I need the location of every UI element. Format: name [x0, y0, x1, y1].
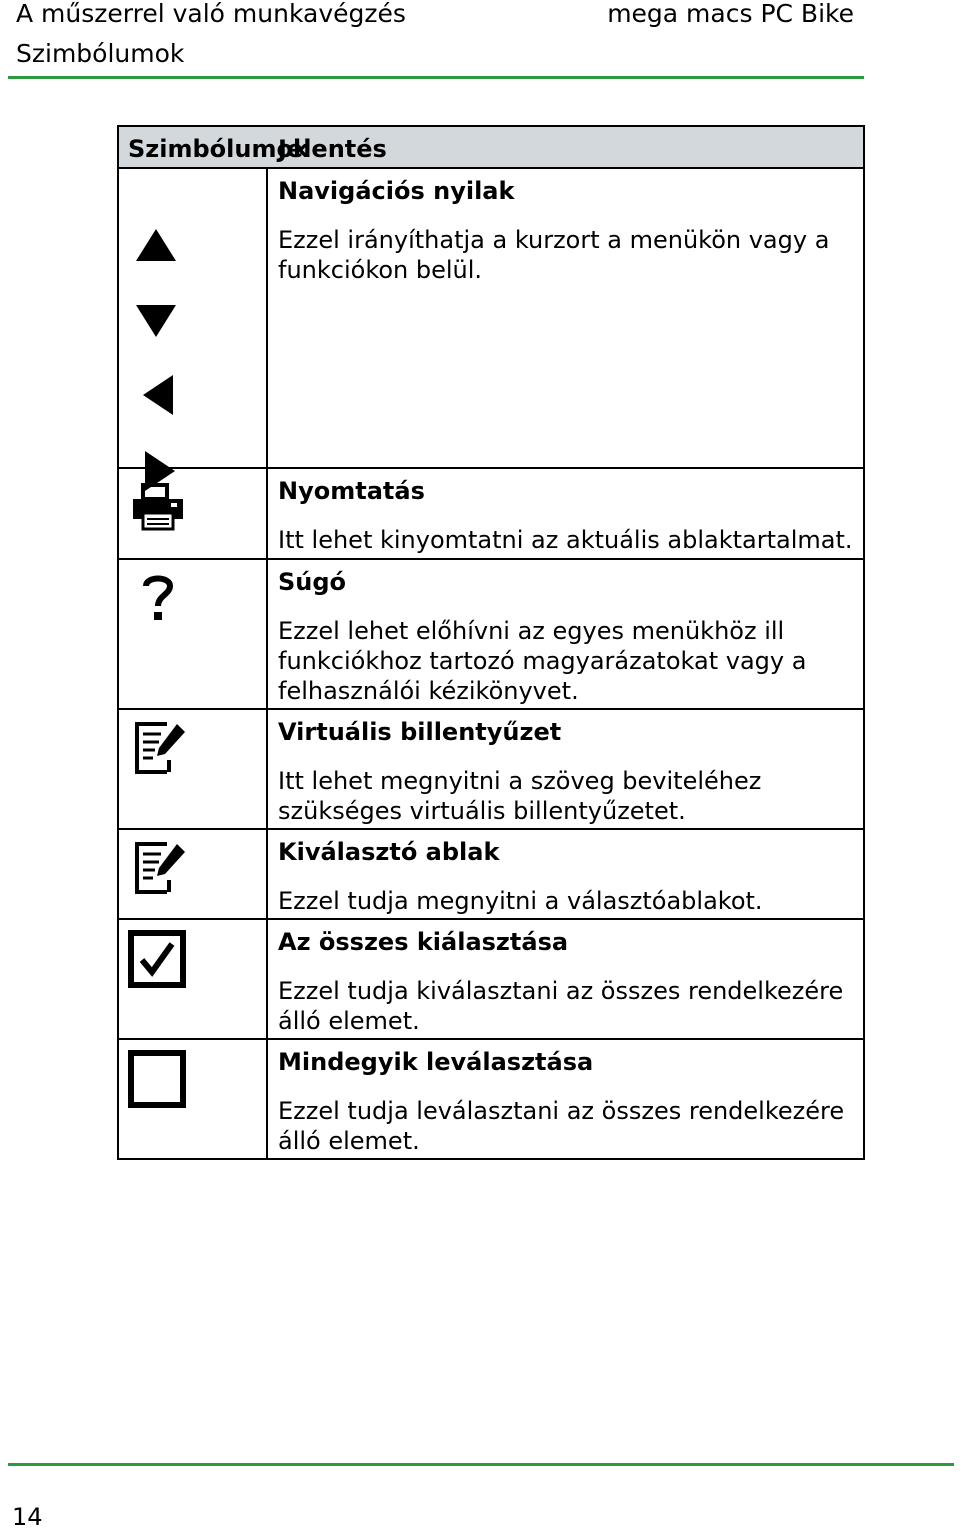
header-chapter-title: A műszerrel való munkavégzés: [16, 0, 406, 28]
header-product-name: mega macs PC Bike: [607, 0, 854, 28]
row-description: Ezzel tudja leválasztani az összes rendelkezére álló elemet.: [278, 1097, 845, 1155]
row-title: Nyomtatás: [278, 477, 425, 505]
symbol-cell: [119, 1040, 268, 1158]
row-description: Itt lehet megnyitni a szöveg beviteléhez szükséges virtuális billentyűzetet.: [278, 767, 762, 825]
row-description: Ezzel tudja megnyitni a választóablakot.: [278, 887, 763, 915]
edit-note-icon: [133, 840, 187, 896]
arrow-down-icon: [134, 303, 178, 339]
edit-note-icon: [133, 720, 187, 776]
empty-box-icon: [128, 1050, 186, 1108]
symbol-cell: [119, 560, 268, 708]
row-description: Ezzel lehet előhívni az egyes menükhöz ill funkciókhoz tartozó magyarázatokat vagy a felhasználói kézikönyvet.: [278, 617, 807, 705]
row-description: Ezzel irányíthatja a kurzort a menükön vagy a funkciókon belül.: [278, 226, 830, 284]
symbols-table: [117, 125, 865, 1160]
table-row: [119, 1040, 863, 1158]
symbol-cell: [119, 920, 268, 1038]
row-title: Az összes kiálasztása: [278, 928, 569, 956]
symbol-cell: [119, 469, 268, 558]
header-section-title: Szimbólumok: [16, 39, 185, 68]
row-description: Itt lehet kinyomtatni az aktuális ablaktartalmat.: [278, 526, 853, 554]
arrow-left-icon: [141, 373, 177, 417]
symbol-cell: [119, 710, 268, 828]
column-header-meaning: Jelentés: [278, 135, 387, 163]
printer-icon: [131, 483, 185, 531]
question-mark-icon: [141, 572, 175, 624]
table-header: [119, 127, 863, 169]
arrow-up-icon: [134, 227, 178, 263]
checked-box-icon: [128, 930, 186, 988]
row-title: Mindegyik leválasztása: [278, 1048, 594, 1076]
row-title: Súgó: [278, 568, 347, 596]
table-row: [119, 169, 863, 469]
table-row: [119, 710, 863, 830]
table-row: [119, 920, 863, 1040]
row-title: Kiválasztó ablak: [278, 838, 500, 866]
column-header-symbol: Szimbólumok: [128, 135, 309, 163]
table-row: [119, 469, 863, 560]
footer-rule: [8, 1463, 954, 1466]
symbol-cell: [119, 169, 268, 467]
header-rule: [8, 76, 864, 79]
symbol-cell: [119, 830, 268, 918]
row-description: Ezzel tudja kiválasztani az összes rendelkezére álló elemet.: [278, 977, 844, 1035]
table-row: [119, 560, 863, 710]
row-title: Virtuális billentyűzet: [278, 718, 562, 746]
row-title: Navigációs nyilak: [278, 177, 515, 205]
page-number: 14: [12, 1503, 43, 1531]
table-row: [119, 830, 863, 920]
